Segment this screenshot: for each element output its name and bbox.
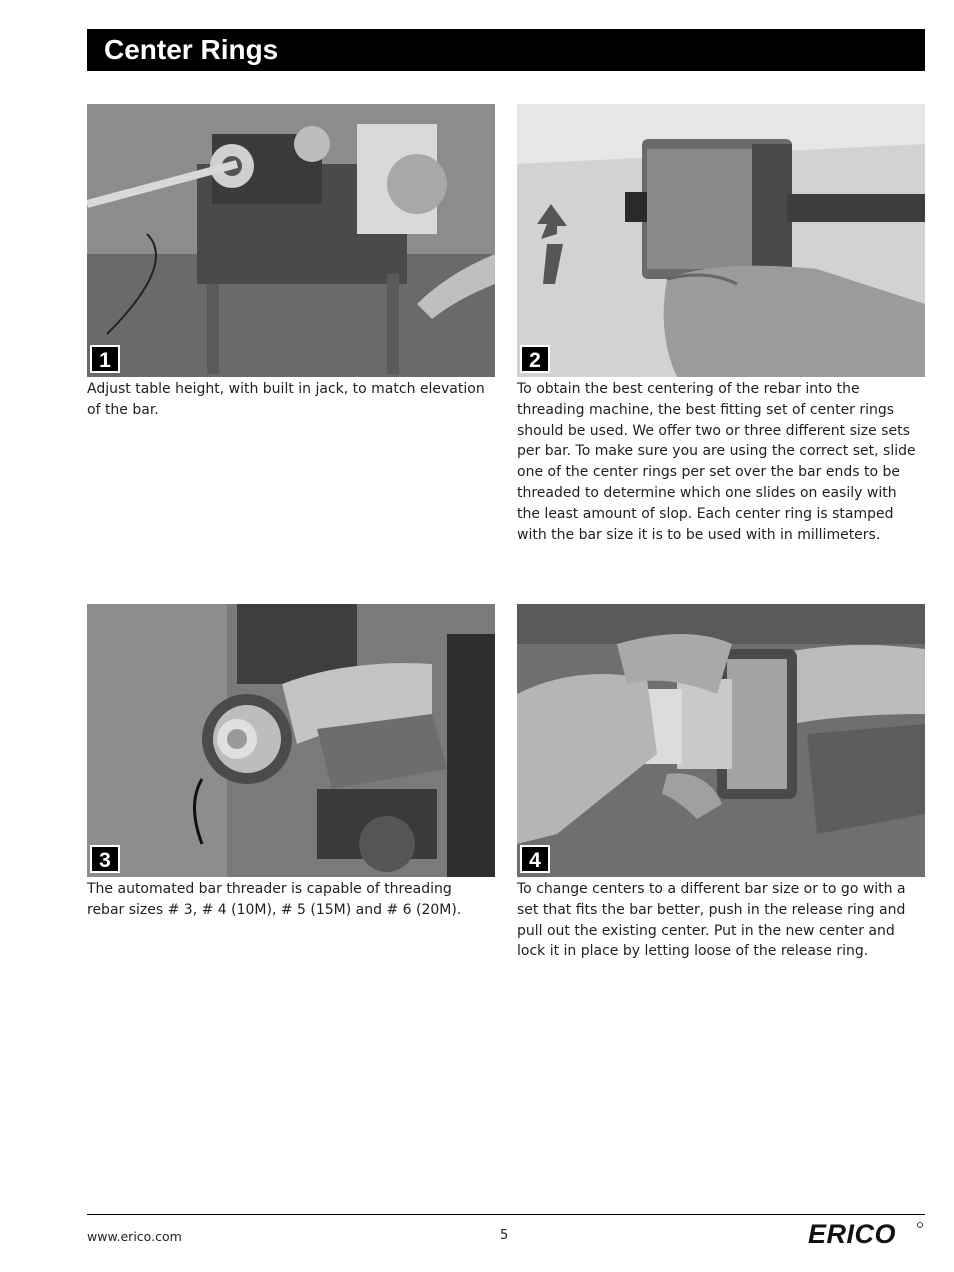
release-ring-photo (517, 604, 925, 877)
step-3 (87, 604, 495, 921)
step-3-photo (87, 604, 495, 877)
threading-machine-photo (87, 104, 495, 377)
center-ring-photo (517, 104, 925, 377)
step-1-photo (87, 104, 495, 377)
step-4-caption: To change centers to a different bar size or to go with a set that fits the bar better, push in the release ring and pull out the existing center. Put in the new center and lock it in place by letting loose of the release ring. (517, 881, 906, 960)
page-number: 5 (500, 1228, 509, 1243)
erico-logo (806, 1220, 924, 1248)
step-4-photo (517, 604, 925, 877)
footer-divider (87, 1214, 925, 1215)
bar-threader-photo (87, 604, 495, 877)
step-1 (87, 104, 495, 421)
step-2-number-badge: 2 (520, 345, 550, 373)
page-title: Center Rings (87, 29, 925, 71)
step-2 (517, 104, 925, 545)
logo-wordmark: ERICO (808, 1220, 897, 1248)
step-3-number-badge: 3 (90, 845, 120, 873)
step-1-caption: Adjust table height, with built in jack, to match elevation of the bar. (87, 381, 485, 418)
step-2-photo (517, 104, 925, 377)
step-1-number-badge: 1 (90, 345, 120, 373)
step-2-caption: To obtain the best centering of the rebar into the threading machine, the best fitting set of center rings should be used. We offer two or three different size sets per bar. To make sure you are using the correct set, slide one of the center rings per set over the bar ends to be threaded to determine which one slides on easily with the least amount of slop. Each center ring is stamped with the bar size it is to be used with in millimeters. (517, 381, 916, 543)
step-4-number-badge: 4 (520, 845, 550, 873)
footer-website-link[interactable]: www.erico.com (87, 1229, 182, 1244)
step-3-caption: The automated bar threader is capable of threading rebar sizes # 3, # 4 (10M), # 5 (15M) and # 6 (20M). (87, 881, 462, 918)
step-4 (517, 604, 925, 962)
